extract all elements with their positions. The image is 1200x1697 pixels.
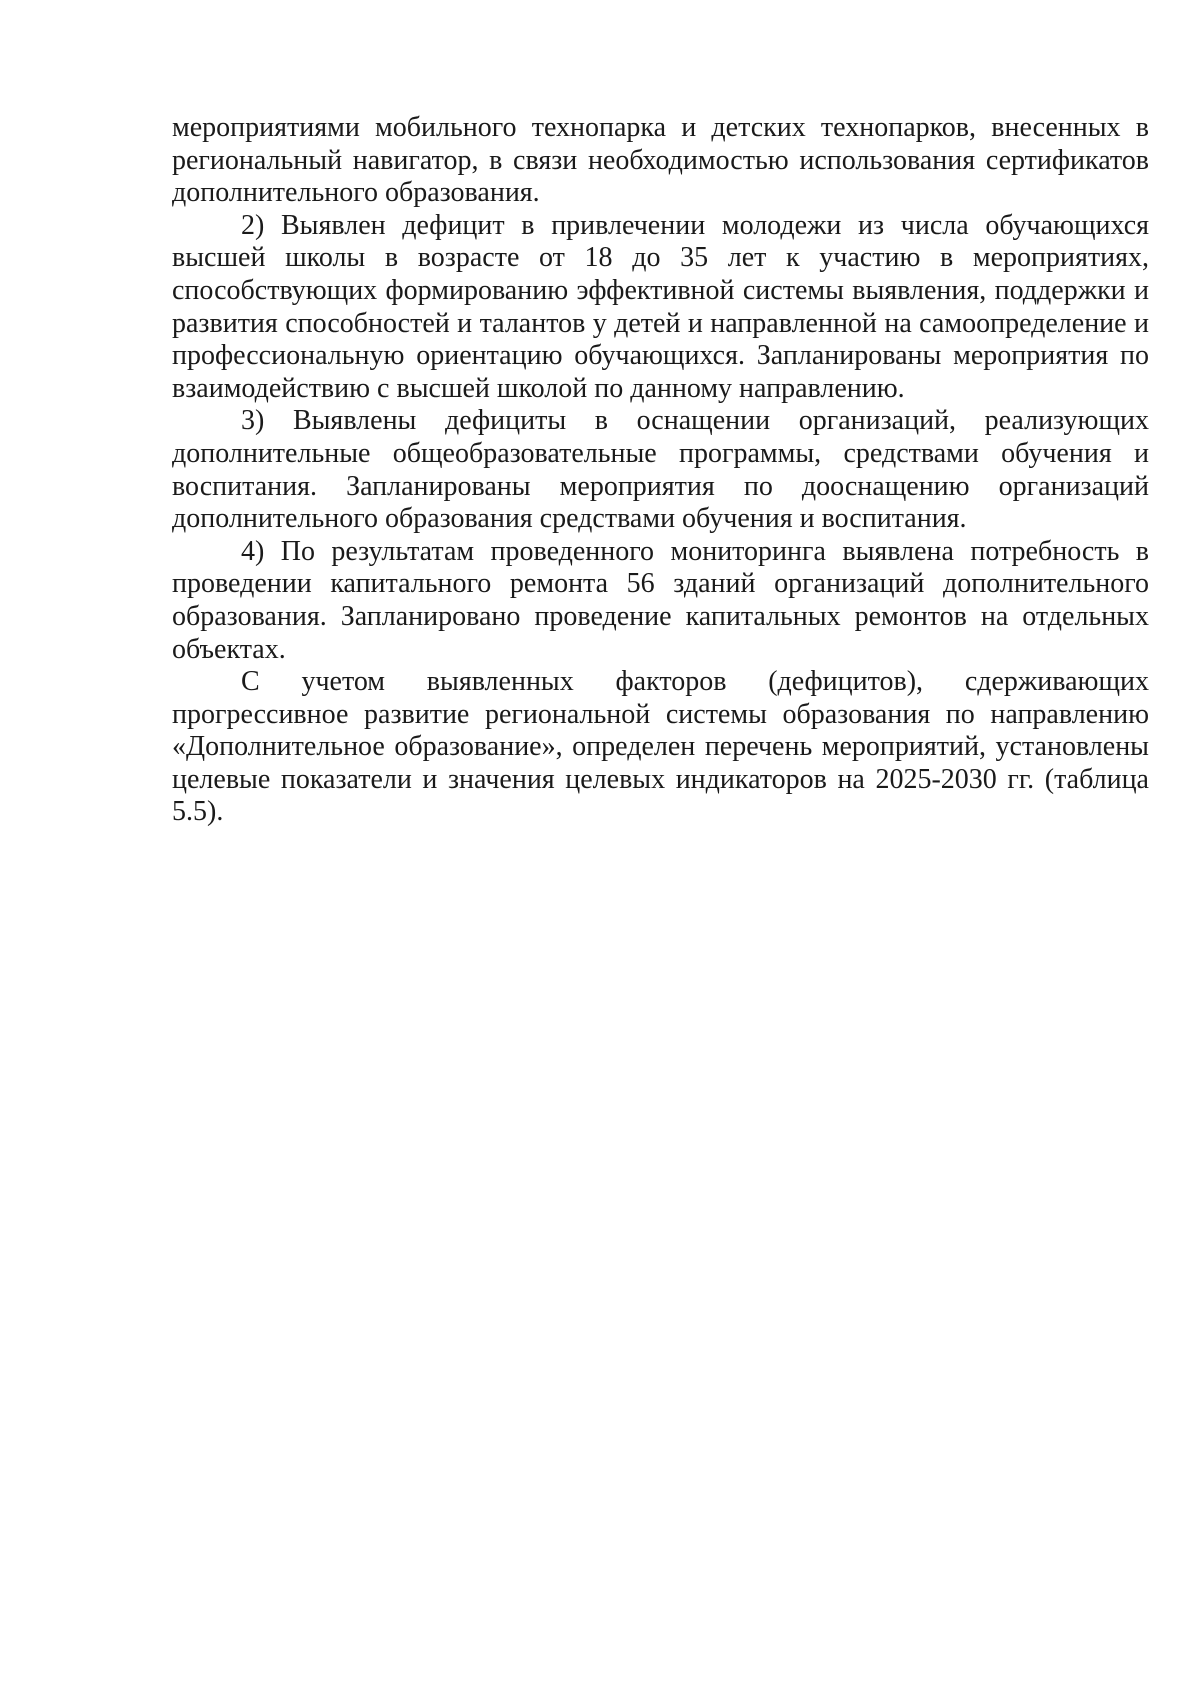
paragraph-item-3: 3) Выявлены дефициты в оснащении организаций, реализующих дополнительные общеобразовательные программы, средствами обучения и воспитания. Запланированы мероприятия по дооснащению организаций дополнительного образования средствами обучения и воспитания.: [172, 405, 1149, 535]
paragraph-conclusion: С учетом выявленных факторов (дефицитов), сдерживающих прогрессивное развитие региональной системы образования по направлению «Дополнительное образование», определен перечень мероприятий, установлены целевые показатели и значения целевых индикаторов на 2025-2030 гг. (таблица 5.5).: [172, 666, 1149, 828]
paragraph-item-2: 2) Выявлен дефицит в привлечении молодежи из числа обучающихся высшей школы в возрасте от 18 до 35 лет к участию в мероприятиях, способствующих формированию эффективной системы выявления, поддержки и развития способностей и талантов у детей и направленной на самоопределение и профессиональную ориентацию обучающихся. Запланированы мероприятия по взаимодействию с высшей школой по данному направлению.: [172, 209, 1149, 404]
paragraph-continuation: мероприятиями мобильного технопарка и детских технопарков, внесенных в региональный навигатор, в связи необходимостью использования сертификатов дополнительного образования.: [172, 112, 1149, 209]
paragraph-item-4: 4) По результатам проведенного мониторинга выявлена потребность в проведении капитального ремонта 56 зданий организаций дополнительного образования. Запланировано проведение капитальных ремонтов на отдельных объектах.: [172, 535, 1149, 665]
document-page: [172, 112, 1149, 829]
